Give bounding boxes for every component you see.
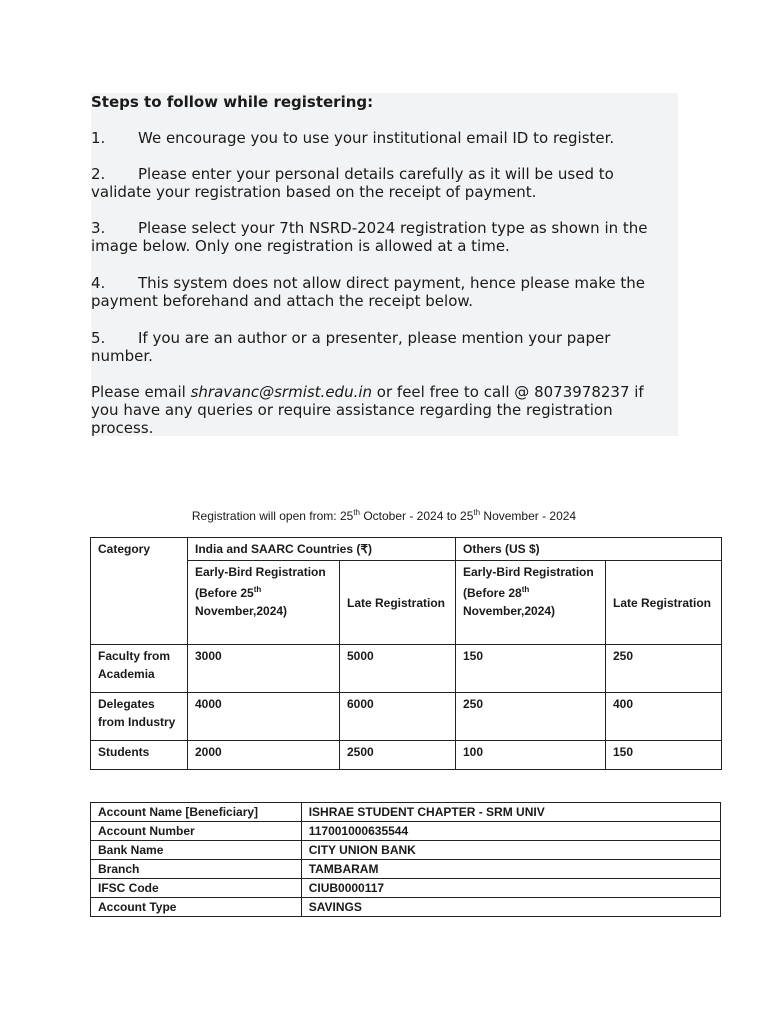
- header-line: [463, 581, 598, 602]
- contact-suffix: or feel free to call @ 8073978237 if you have any queries or require assistance regarding the registration process.: [91, 383, 644, 437]
- fee-category-cell: [91, 645, 188, 693]
- bank-label: IFSC Code: [91, 879, 302, 898]
- fee-row: [91, 693, 722, 741]
- registration-open-dates: [0, 508, 768, 523]
- bank-row: [91, 841, 721, 860]
- bank-value: SAVINGS: [301, 898, 720, 917]
- fee-category-cell: [91, 693, 188, 741]
- bank-row: [91, 879, 721, 898]
- india-late-header: Late Registration: [340, 561, 456, 645]
- fee-cell: 3000: [188, 645, 340, 693]
- fee-cell: 150: [456, 645, 606, 693]
- bank-row: [91, 860, 721, 879]
- category-line: Faculty from: [98, 649, 171, 663]
- step-text: Please enter your personal details carefully as it will be used to validate your registration based on the receipt of payment.: [91, 165, 614, 201]
- contact-prefix: Please email: [91, 383, 191, 401]
- header-text: (Before 25: [195, 586, 254, 600]
- registration-steps-box: [91, 93, 678, 436]
- bank-label: Bank Name: [91, 841, 302, 860]
- fee-cell: 2500: [340, 741, 456, 770]
- bank-row: [91, 822, 721, 841]
- india-header: India and SAARC Countries (₹): [188, 538, 456, 561]
- bank-details-table: [90, 802, 721, 917]
- header-line: November,2024): [195, 604, 288, 618]
- step-item: [91, 219, 671, 255]
- fee-cell: 4000: [188, 693, 340, 741]
- bank-value: CITY UNION BANK: [301, 841, 720, 860]
- bank-label: Account Number: [91, 822, 302, 841]
- bank-label: Account Type: [91, 898, 302, 917]
- category-line: Academia: [98, 667, 155, 681]
- step-text: If you are an author or a presenter, please mention your paper number.: [91, 329, 611, 365]
- reg-open-text: Registration will open from: 25: [191, 509, 354, 523]
- bank-value: 117001000635544: [301, 822, 720, 841]
- header-line: November,2024): [463, 604, 556, 618]
- fee-cell: 2000: [188, 741, 340, 770]
- header-line: Early-Bird Registration: [463, 565, 594, 579]
- bank-row: [91, 898, 721, 917]
- step-item: [91, 165, 671, 201]
- india-early-bird-header: [188, 561, 340, 645]
- step-text: We encourage you to use your institutional email ID to register.: [138, 129, 615, 147]
- bank-label: Account Name [Beneficiary]: [91, 803, 302, 822]
- header-text: (Before 28: [463, 586, 522, 600]
- step-number: 1.: [91, 129, 106, 147]
- step-number: 3.: [91, 219, 106, 237]
- header-sup: th: [521, 585, 530, 594]
- fee-cell: 250: [456, 693, 606, 741]
- header-line: Early-Bird Registration: [195, 565, 326, 579]
- others-late-header: Late Registration: [606, 561, 722, 645]
- header-sup: th: [253, 585, 262, 594]
- steps-title: Steps to follow while registering:: [91, 93, 374, 111]
- step-number: 5.: [91, 329, 106, 347]
- category-line: Students: [98, 745, 150, 759]
- bank-value: TAMBARAM: [301, 860, 720, 879]
- step-number: 2.: [91, 165, 106, 183]
- step-text: This system does not allow direct payment, hence please make the payment beforehand and attach the receipt below.: [91, 274, 645, 310]
- registration-fee-table: [90, 537, 722, 770]
- category-line: from Industry: [98, 715, 176, 729]
- fee-cell: 5000: [340, 645, 456, 693]
- category-header: Category: [91, 538, 188, 645]
- contact-note: [91, 383, 671, 437]
- fee-category-cell: [91, 741, 188, 770]
- header-line: [195, 581, 332, 602]
- step-number: 4.: [91, 274, 106, 292]
- reg-open-sup: th: [353, 508, 360, 517]
- reg-open-text: October - 2024 to 25: [359, 509, 474, 523]
- bank-value: CIUB0000117: [301, 879, 720, 898]
- bank-row: [91, 803, 721, 822]
- step-text: Please select your 7th NSRD-2024 registration type as shown in the image below. Only one registration is allowed at a time.: [91, 219, 648, 255]
- fee-cell: 100: [456, 741, 606, 770]
- step-item: [91, 329, 671, 365]
- fee-cell: 250: [606, 645, 722, 693]
- fee-cell: 6000: [340, 693, 456, 741]
- fee-row: [91, 741, 722, 770]
- bank-label: Branch: [91, 860, 302, 879]
- bank-value: ISHRAE STUDENT CHAPTER - SRM UNIV: [301, 803, 720, 822]
- contact-email-link[interactable]: shravanc@srmist.edu.in: [190, 383, 373, 401]
- step-item: [91, 129, 671, 147]
- step-item: [91, 274, 671, 310]
- others-early-bird-header: [456, 561, 606, 645]
- fee-cell: 150: [606, 741, 722, 770]
- reg-open-sup: th: [473, 508, 481, 517]
- reg-open-text: November - 2024: [480, 509, 577, 523]
- fee-row: [91, 645, 722, 693]
- others-header: Others (US $): [456, 538, 722, 561]
- fee-cell: 400: [606, 693, 722, 741]
- category-line: Delegates: [98, 697, 155, 711]
- fee-header-row: [91, 538, 722, 561]
